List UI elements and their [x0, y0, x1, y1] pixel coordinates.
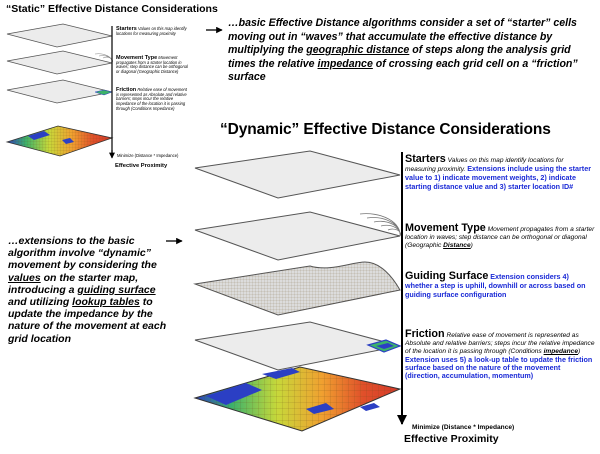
static-starters-label: [116, 27, 188, 36]
movement-label: [405, 224, 595, 250]
friction-desc-end: ): [578, 348, 581, 356]
dynamic-layer-stack: [195, 151, 402, 431]
static-friction-title: Friction: [116, 87, 137, 93]
static-movement-title: Movement Type: [116, 55, 158, 61]
basic-text-part: of steps along the analysis grid times the relative: [228, 44, 571, 70]
ext-text-part: on the starter map, introducing a: [8, 271, 139, 296]
static-movement-desc: Movement propagates from a starter location in waves; step distance can be orthogonal or diagonal (Geographic Distance): [116, 55, 188, 75]
friction-title: Friction: [405, 328, 445, 340]
ext-text-part: …extensions to the basic algorithm involve “dynamic” movement by considering the: [8, 235, 157, 272]
impedance-term: impedance: [317, 57, 373, 70]
static-movement-layer: [7, 51, 112, 74]
starters-desc: Values on this map identify locations for measuring proximity.: [405, 157, 564, 174]
ext-text-part: and utilizing: [8, 296, 73, 309]
movement-desc-end: ): [470, 242, 473, 250]
starters-label: [405, 155, 595, 192]
dynamic-title: “Dynamic” Effective Distance Considerations: [220, 121, 551, 138]
static-title: “Static” Effective Distance Considerations: [6, 3, 218, 15]
static-starters-layer: [7, 24, 112, 47]
starters-layer: [195, 151, 400, 198]
guiding-extension: Extension considers 4) whether a step is uphill, downhill or across based on guiding surface configuration: [405, 272, 586, 300]
basic-text-part: …basic Effective Distance algorithms consider a set of “starter” cells moving out in “waves” that accumulate the effective distance by multiplying the: [228, 17, 577, 57]
lookup-tables-term: lookup tables: [72, 296, 140, 309]
movement-desc: Movement propagates from a starter location in waves; step distance can be orthogonal or diagonal (Geographic: [405, 226, 595, 250]
starters-extension: Extensions include using the starter value to 1) indicate movement weights, 2) indicate starting distance value and 3) starter location ID#: [405, 164, 591, 192]
movement-layer: [195, 212, 400, 260]
friction-label: [405, 330, 595, 381]
effective-proximity-label: Effective Proximity: [404, 433, 499, 445]
static-effective-label: Effective Proximity: [115, 163, 168, 169]
static-friction-label: [116, 88, 188, 112]
static-movement-label: [116, 56, 188, 75]
basic-text-part: of crossing each grid cell on a “friction” surface: [228, 57, 578, 84]
friction-desc: Relative ease of movement is represented as Absolute and relative barriers; steps incur the relative impedance of the location it is passing through (Conditions: [405, 332, 595, 356]
guiding-label: [405, 272, 595, 300]
guiding-surface-term: guiding surface: [77, 283, 156, 296]
friction-extension: Extension uses 5) a look-up table to update the friction surface based on the nature of the movement (direction, accumulation, momentum): [405, 355, 593, 381]
static-starters-desc: Values on this map identify locations for measuring proximity: [116, 26, 187, 36]
friction-impedance-term: impedance: [543, 348, 579, 356]
static-friction-desc: Relative ease of movement is represented as Absolute and relative barriers; steps incur the relative impedance of the location it is passing through (Conditions Impedance): [116, 87, 187, 111]
static-starters-title: Starters: [116, 26, 137, 32]
movement-distance-term: Distance: [443, 242, 471, 250]
ext-text-part: to update the impedance by the nature of the movement at each grid location: [8, 296, 167, 345]
static-layer-stack: [7, 24, 113, 158]
movement-title: Movement Type: [405, 222, 486, 234]
guiding-title: Guiding Surface: [405, 270, 489, 282]
static-minimize-label: Minimize (Distance * Impedance): [117, 153, 179, 158]
values-term: values: [8, 271, 41, 284]
minimize-label: Minimize (Distance * Impedance): [412, 424, 515, 431]
geographic-distance-term: geographic distance: [306, 44, 410, 57]
starters-title: Starters: [405, 153, 446, 165]
